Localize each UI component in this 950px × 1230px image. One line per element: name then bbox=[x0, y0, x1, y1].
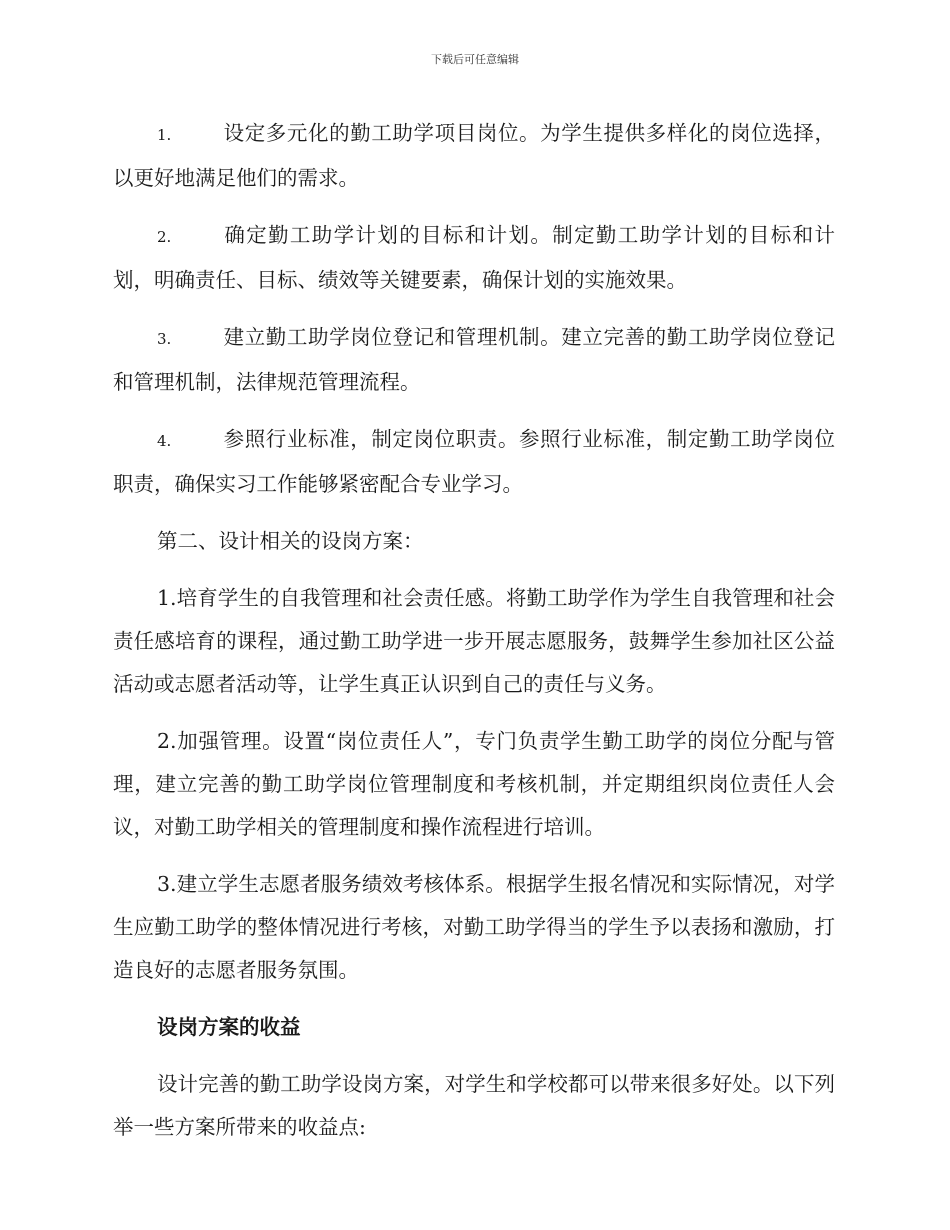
numbered-item-1 bbox=[113, 112, 835, 200]
numbered-item-4 bbox=[113, 418, 835, 506]
numbered-item-2 bbox=[113, 214, 835, 302]
section-2-item-1: 1.培育学生的自我管理和社会责任感。将勤工助学作为学生自我管理和社会责任感培育的课程，通过勤工助学进一步开展志愿服务，鼓舞学生参加社区公益活动或志愿者活动等，让学生真正认识到自己的责任与义务。 bbox=[113, 586, 835, 696]
item-number: 2. bbox=[157, 228, 172, 246]
item-text: 参照行业标准，制定岗位职责。参照行业标准，制定勤工助学岗位职责，确保实习工作能够紧密配合专业学习。 bbox=[113, 427, 835, 496]
benefits-heading: 设岗方案的收益 bbox=[157, 1015, 301, 1039]
section-2-title: 第二、设计相关的设岗方案： bbox=[157, 529, 424, 553]
item-text: 确定勤工助学计划的目标和计划。制定勤工助学计划的目标和计划，明确责任、目标、绩效等关键要素，确保计划的实施效果。 bbox=[113, 223, 835, 292]
benefits-intro: 设计完善的勤工助学设岗方案，对学生和学校都可以带来很多好处。以下列举一些方案所带来的收益点: bbox=[113, 1072, 835, 1139]
numbered-item-3 bbox=[113, 316, 835, 404]
item-number: 4. bbox=[157, 432, 172, 450]
item-text: 建立勤工助学岗位登记和管理机制。建立完善的勤工助学岗位登记和管理机制，法律规范管理流程。 bbox=[113, 325, 835, 394]
section-2-item-2: 2.加强管理。设置“岗位责任人”，专门负责学生勤工助学的岗位分配与管理，建立完善的勤工助学岗位管理制度和考核机制，并定期组织岗位责任人会议，对勤工助学相关的管理制度和操作流程进行培训。 bbox=[113, 729, 835, 839]
item-number: 3. bbox=[157, 330, 172, 348]
item-number: 1. bbox=[157, 126, 172, 144]
section-2-item-3: 3.建立学生志愿者服务绩效考核体系。根据学生报名情况和实际情况，对学生应勤工助学的整体情况进行考核，对勤工助学得当的学生予以表扬和激励，打造良好的志愿者服务氛围。 bbox=[113, 872, 835, 982]
page-header: 下载后可任意编辑 bbox=[431, 53, 519, 66]
item-text: 设定多元化的勤工助学项目岗位。为学生提供多样化的岗位选择，以更好地满足他们的需求。 bbox=[113, 121, 835, 190]
document-body bbox=[113, 112, 835, 1149]
